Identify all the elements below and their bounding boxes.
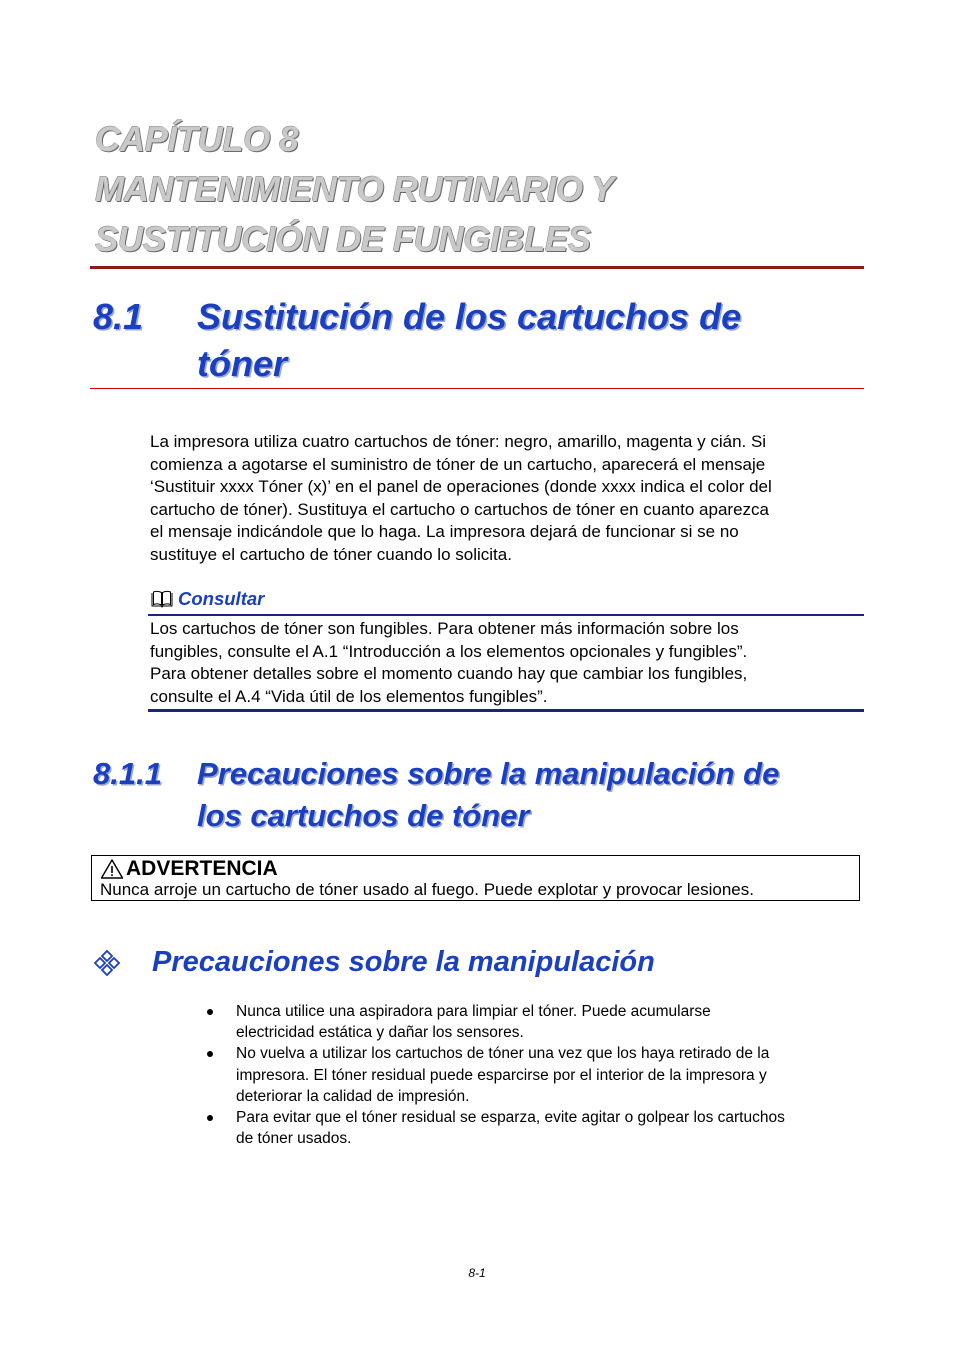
section-rule — [90, 388, 864, 389]
list-item — [207, 1043, 867, 1107]
section-title-line-1: Sustitución de los cartuchos de — [197, 296, 742, 337]
consult-bottom-rule — [148, 709, 864, 712]
intro-paragraph — [150, 431, 862, 567]
warning-text: Nunca arroje un cartucho de tóner usado al fuego. Puede explotar y provocar lesiones. — [100, 880, 754, 899]
chapter-title-line-3: SUSTITUCIÓN DE FUNGIBLES — [95, 220, 591, 259]
intro-line: sustituye el cartucho de tóner cuando lo solicita. — [150, 544, 512, 564]
list-item — [207, 1107, 867, 1149]
warning-triangle-icon — [100, 858, 124, 880]
section-number: 8.1 — [93, 296, 144, 337]
chapter-title-line-1: CAPÍTULO 8 — [95, 120, 299, 159]
section-title-line-2: tóner — [197, 343, 287, 384]
bullet-dot — [207, 1009, 213, 1015]
intro-line: el mensaje indicándole que lo haga. La impresora dejará de funcionar si se no — [150, 522, 739, 542]
bullet-dot — [207, 1115, 213, 1121]
consult-paragraph — [150, 618, 862, 708]
list-item-line: electricidad estática y dañar los sensores. — [236, 1024, 524, 1042]
intro-line: La impresora utiliza cuatro cartuchos de tóner: negro, amarillo, magenta y cián. Si — [150, 432, 767, 451]
subsection-title-line-2: los cartuchos de tóner — [197, 798, 530, 833]
list-item-line: Para evitar que el tóner residual se esparza, evite agitar o golpear los cartuchos — [236, 1108, 785, 1126]
intro-line: comienza a agotarse el suministro de tóner de un cartucho, aparecerá el mensaje — [150, 454, 766, 474]
consult-top-rule — [148, 614, 864, 616]
list-item-line: de tóner usados. — [236, 1130, 352, 1148]
intro-line: cartucho de tóner). Sustituya el cartucho o cartuchos de tóner en cuanto aparezca — [150, 499, 769, 519]
warning-title: ADVERTENCIA — [126, 857, 278, 880]
list-item-line: No vuelva a utilizar los cartuchos de tóner una vez que los haya retirado de la — [236, 1045, 770, 1063]
subsection-title-line-1: Precauciones sobre la manipulación de — [197, 756, 780, 791]
precautions-list — [207, 1001, 867, 1149]
precautions-heading: Precauciones sobre la manipulación — [152, 946, 655, 978]
consult-title: Consultar — [178, 588, 265, 609]
page-number: 8-1 — [468, 1266, 486, 1280]
list-item-line: deteriorar la calidad de impresión. — [236, 1087, 470, 1105]
list-item-line: Nunca utilice una aspiradora para limpiar el tóner. Puede acumularse — [236, 1003, 711, 1020]
chapter-rule — [90, 266, 864, 269]
consult-line: fungibles, consulte el A.1 “Introducción a los elementos opcionales y fungibles”. — [150, 641, 748, 661]
diamond-cluster-icon — [94, 950, 120, 976]
book-icon — [150, 590, 174, 608]
consult-heading — [150, 588, 264, 610]
list-item — [207, 1001, 867, 1043]
subsection-number: 8.1.1 — [93, 756, 162, 791]
consult-line: Para obtener detalles sobre el momento cuando hay que cambiar los fungibles, — [150, 664, 748, 684]
intro-line: ‘Sustituir xxxx Tóner (x)’ en el panel de operaciones (donde xxxx indica el color del — [150, 477, 772, 497]
consult-line: consulte el A.4 “Vida útil de los elementos fungibles”. — [150, 686, 548, 706]
list-item-line: impresora. El tóner residual puede esparcirse por el interior de la impresora y — [236, 1066, 767, 1084]
bullet-dot — [207, 1051, 213, 1057]
consult-line: Los cartuchos de tóner son fungibles. Para obtener más información sobre los — [150, 619, 739, 638]
chapter-title-line-2: MANTENIMIENTO RUTINARIO Y — [95, 170, 614, 209]
